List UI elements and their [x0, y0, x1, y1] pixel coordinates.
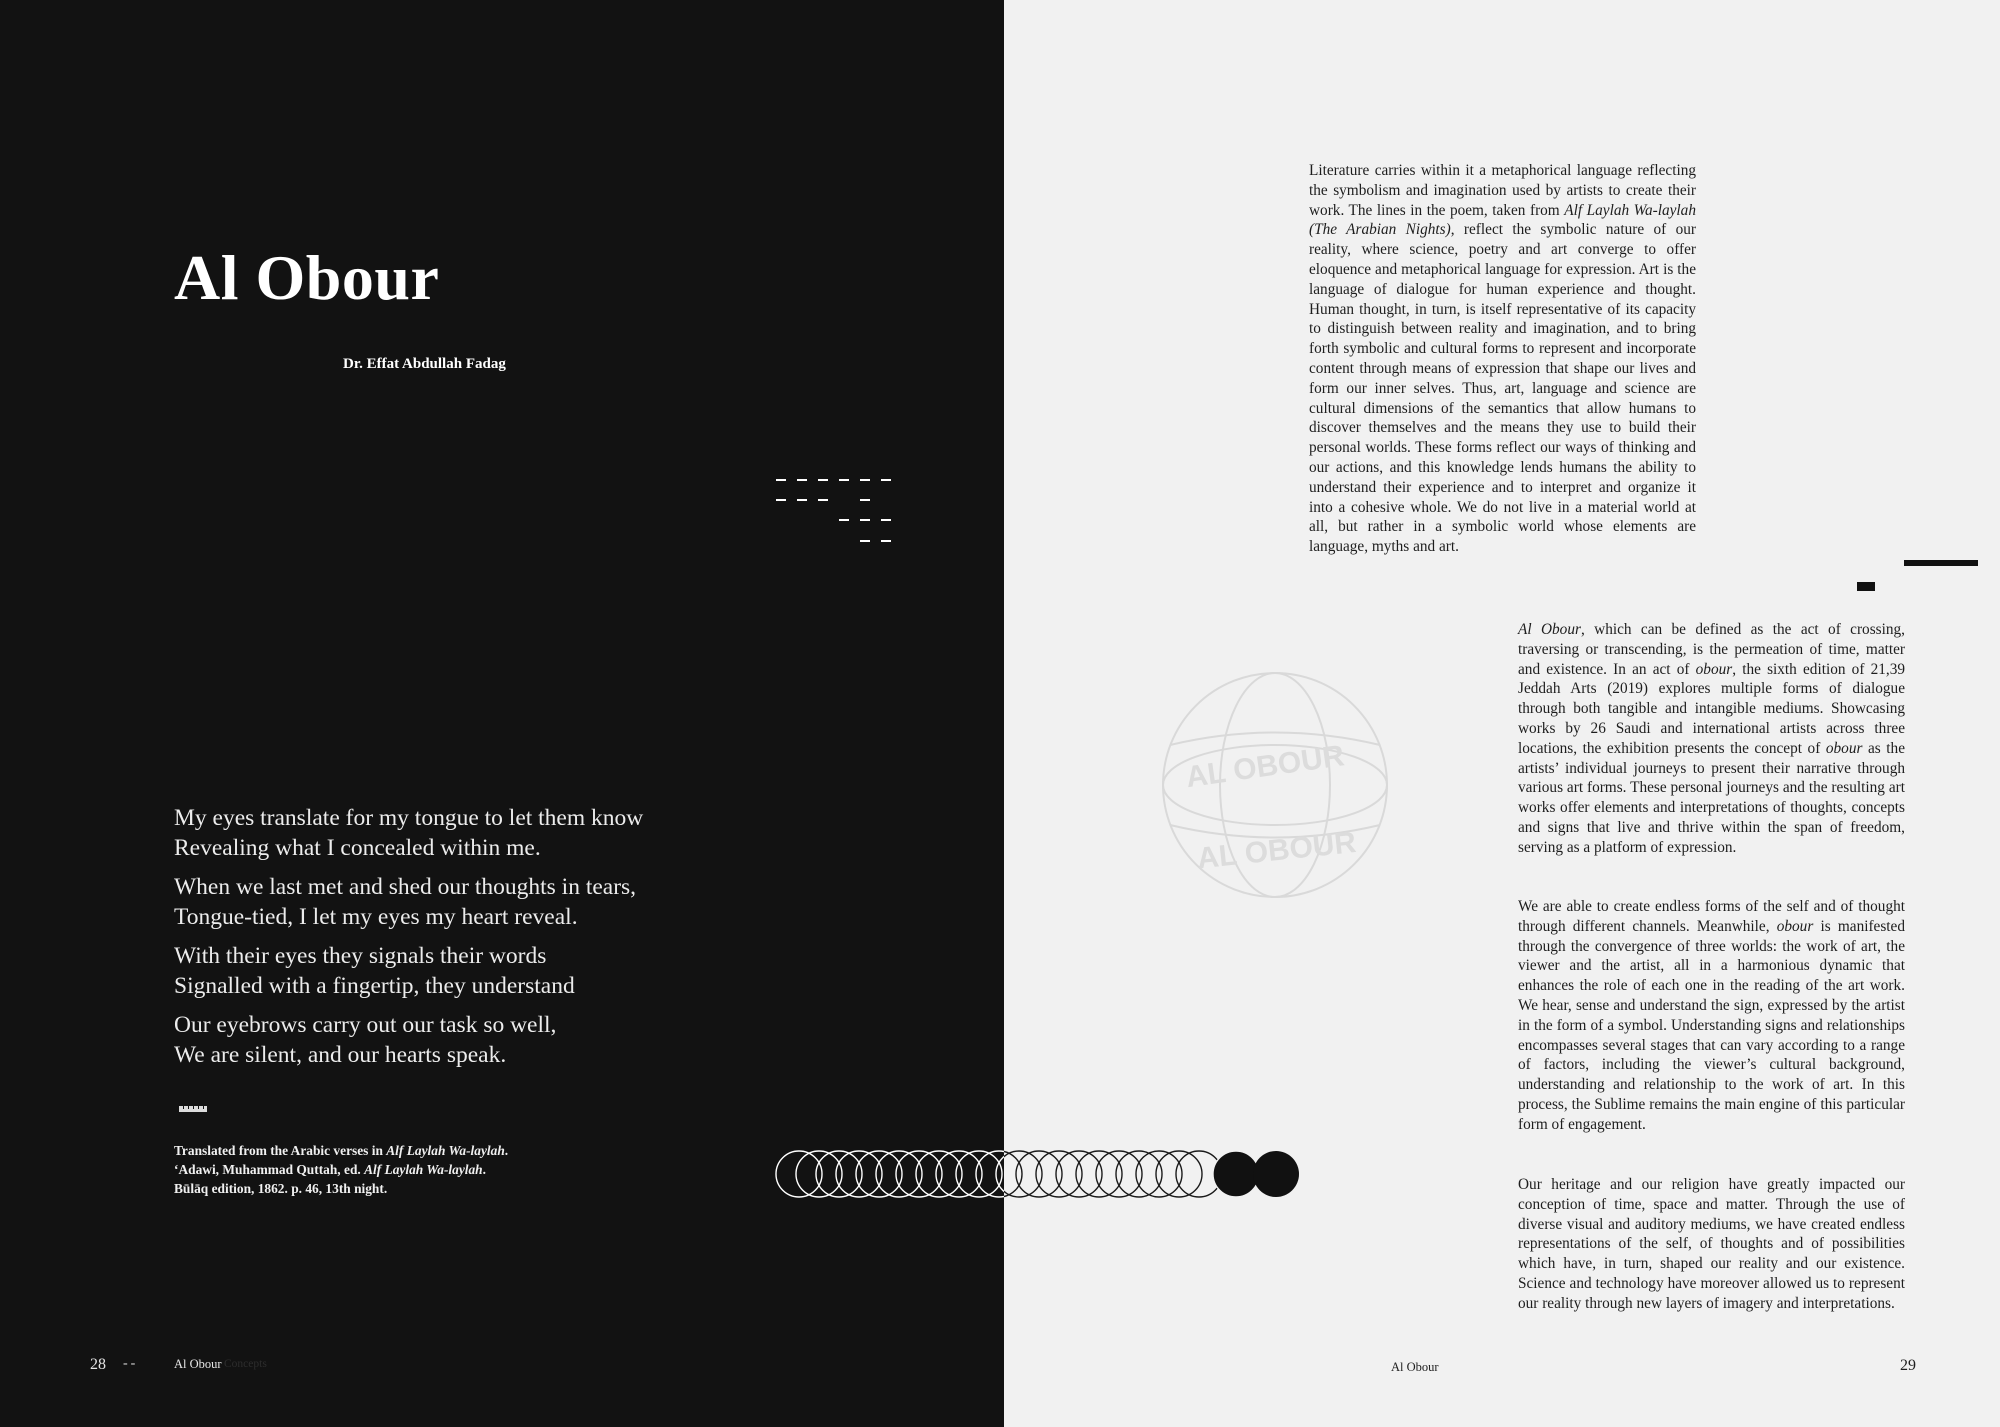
poem-line: With their eyes they signals their words — [174, 943, 547, 969]
poem-line: We are silent, and our hearts speak. — [174, 1041, 507, 1068]
poem — [174, 804, 734, 1080]
note-book-title: Alf Laylah Wa-laylah — [364, 1162, 483, 1177]
poem-stanza — [174, 873, 734, 932]
poem-line: Revealing what I concealed within me. — [174, 834, 541, 861]
folio-dashes: -- — [123, 1356, 139, 1371]
accent-block — [1857, 582, 1875, 591]
essay-paragraph: Our heritage and our religion have greatly impacted our conception of time, space and matter. Through the use of diverse visual and auditory mediums, we have created endless representations of the self, of thoughts and of possibilities which have, in turn, shaped our reality and our existence. Science and technology have moreover allowed us to represent our reality through new layers of imagery and interpretations. — [1518, 1176, 1905, 1312]
poem-line: Tongue-tied, I let my eyes my heart reveal. — [174, 903, 578, 930]
page-number-left: 28 — [90, 1356, 106, 1373]
dash-pattern — [776, 474, 892, 546]
poem-stanza — [174, 804, 734, 863]
circle-sequence — [774, 1148, 1304, 1200]
running-title-right: Al Obour — [1391, 1360, 1439, 1374]
note-book-title: Alf Laylah Wa-laylah — [386, 1143, 505, 1158]
globe-lettering-artwork — [1150, 660, 1400, 910]
svg-text:AL OBOUR: AL OBOUR — [1195, 825, 1358, 876]
section-label: Concepts — [224, 1358, 267, 1370]
poem-line: Our eyebrows carry out our task so well, — [174, 1012, 557, 1038]
essay-paragraph: We are able to create endless forms of the self and of thought through different channels. Meanwhile, obour is manifested through the convergence of three worlds: the work of art, the viewer and the artist, all in a harmonious dynamic that enhances the role of each one in the reading of the art work. We hear, sense and understand the sign, expressed by the artist in the form of a symbol. Understanding signs and relationships encompasses several stages that can vary according to a range of factors, including the viewer’s cultural background, understanding and relationship to the work of art. In this process, the Sublime remains the main engine of this particular form of engagement. — [1518, 898, 1905, 1133]
poem-line: My eyes translate for my tongue to let them know — [174, 805, 644, 831]
essay-paragraph: Al Obour, which can be defined as the act of crossing, traversing or transcending, is the permeation of time, matter and existence. In an act of obour, the sixth edition of 21,39 Jeddah Arts (2019) explores multiple forms of dialogue through both tangible and intangible mediums. Showcasing works by 26 Saudi and international artists across three locations, the exhibition presents the concept of obour as the artists’ individual journeys to present their narrative through various art forms. These personal journeys and the resulting art works offer elements and interpretations of thoughts, concepts and signs that live and thrive within the span of freedom, serving as a platform of expression. — [1518, 621, 1906, 856]
divider-mark — [179, 1106, 207, 1112]
essay-paragraph: Literature carries within it a metaphorical language reflecting the symbolism and imagination used by artists to create their work. The lines in the poem, taken from Alf Laylah Wa-laylah (The Arabian Nights), reflect the symbolic nature of our reality, where science, poetry and art converge to offer eloquence and metaphorical language for expression. Art is the language of dialogue for human experience and thought. Human thought, in turn, is itself representative of its capacity to distinguish between reality and imagination, and to bring forth symbolic and cultural forms to represent and incorporate content through means of expression that shape our lives and form our inner selves. Thus, art, language and science are cultural dimensions of the semantics that allow humans to discover themselves and the means they use to build their personal worlds. These forms reflect our ways of thinking and our actions, and this knowledge lends humans the ability to understand their experience and to interpret and organize it into a cohesive whole. We do not live in a material world at all, but rather in a symbolic world whose elements are language, myths and art. — [1309, 162, 1696, 556]
note-text: Translated from the Arabic verses in — [174, 1143, 387, 1158]
poem-line: When we last met and shed our thoughts in tears, — [174, 874, 637, 900]
page-number-right: 29 — [1900, 1357, 1916, 1374]
accent-rule — [1904, 560, 1978, 566]
page-title: Al Obour — [174, 242, 440, 313]
author-byline: Dr. Effat Abdullah Fadag — [343, 356, 506, 372]
translation-note — [174, 1141, 514, 1198]
running-title-left: Al Obour — [174, 1357, 222, 1371]
poem-line: Signalled with a fingertip, they understand — [174, 972, 575, 999]
svg-text:AL OBOUR: AL OBOUR — [1183, 739, 1347, 795]
poem-stanza — [174, 1011, 734, 1070]
poem-stanza — [174, 942, 734, 1001]
note-text: . Būlāq edition, 1862. p. 46, 13th night. — [174, 1162, 486, 1196]
note-text: . ‘Adawi, Muhammad Quttah, ed. — [174, 1143, 509, 1177]
